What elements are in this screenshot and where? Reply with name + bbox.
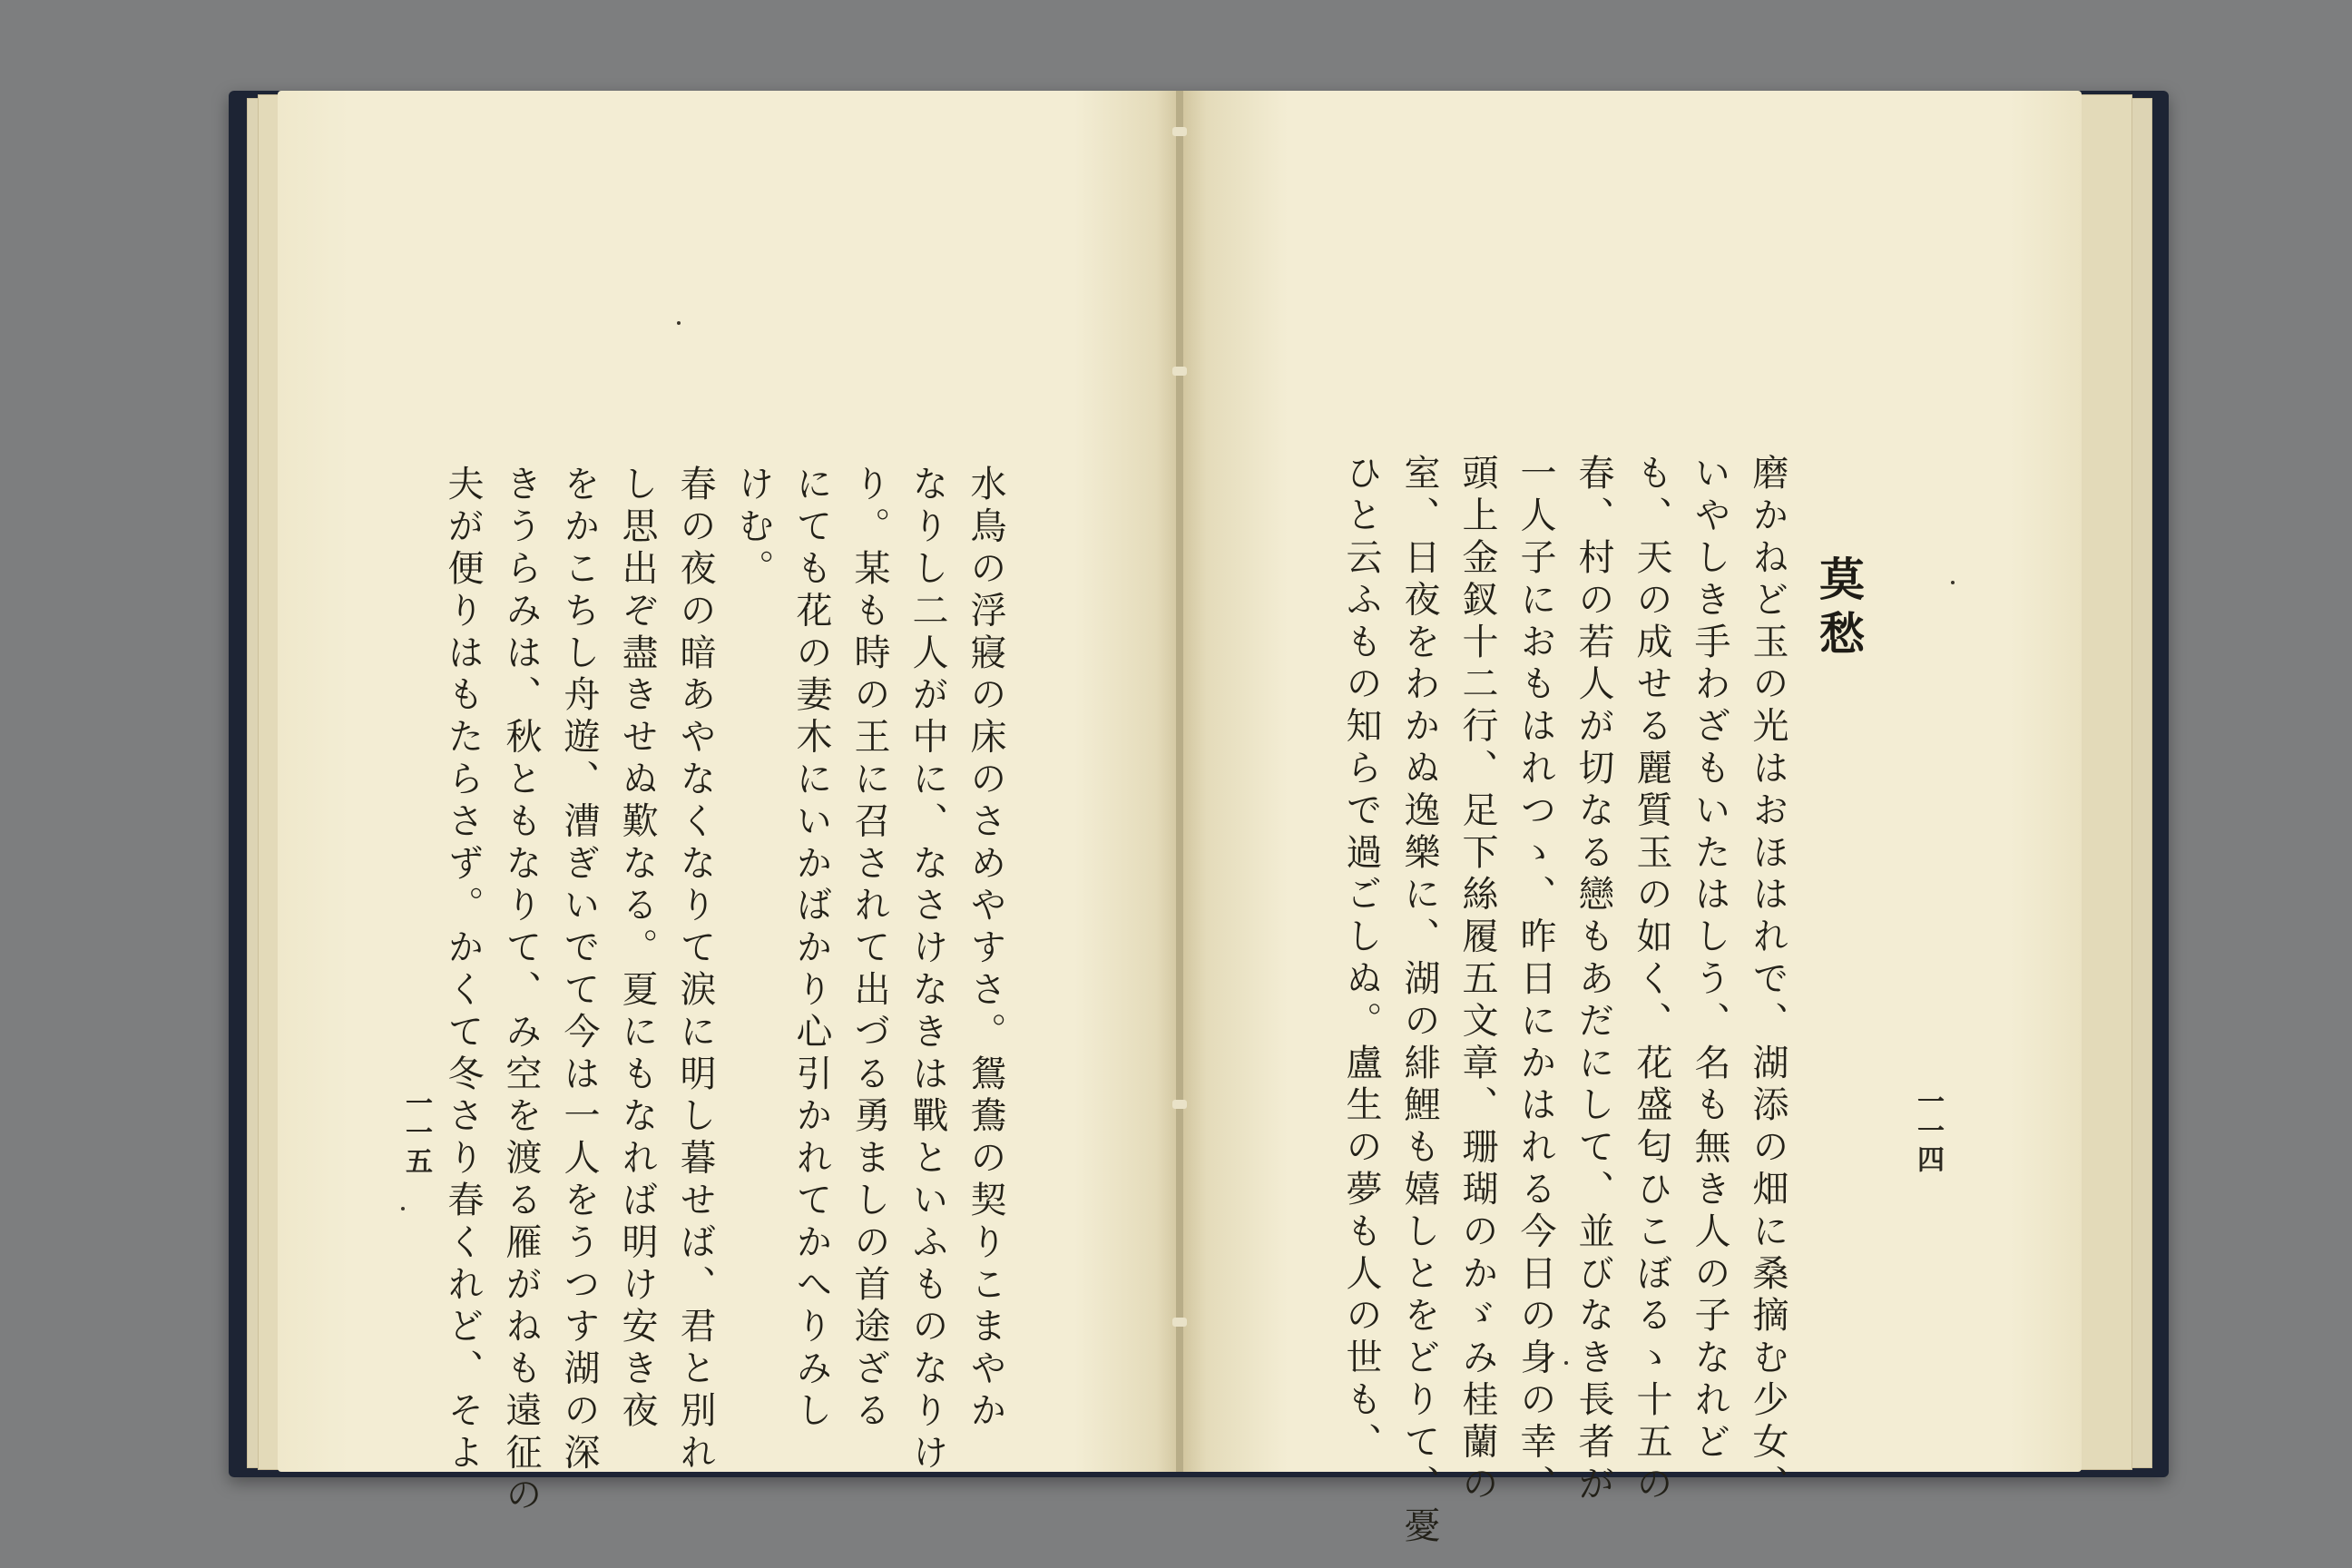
page-number-right: 一一四	[1912, 1087, 1944, 1174]
text-line: 磨かねど玉の光はおほはれで、湖添の畑に桑摘む少女、	[1747, 454, 1788, 1506]
paper-speck	[1564, 1361, 1568, 1365]
page-number-left: 一一五	[400, 1089, 432, 1176]
text-line: 室、日夜をわかぬ逸樂に、湖の緋鯉も嬉しとをどりて、憂	[1398, 454, 1440, 1549]
binding-stitch	[1172, 127, 1187, 136]
text-line: ひと云ふもの知らで過ごしぬ。盧生の夢も人の世も、	[1340, 454, 1382, 1465]
text-line: 春、村の若人が切なる戀もあだにして、並びなき長者が	[1573, 454, 1614, 1506]
text-line: も、天の成せる麗質玉の如く、花盛匂ひこぼるゝ十五の	[1631, 454, 1672, 1506]
poem-title: 莫愁	[1812, 555, 1866, 664]
text-line: をかこちし舟遊、漕ぎいでて今は一人をうつす湖の深	[558, 465, 600, 1475]
binding-stitch	[1172, 1100, 1187, 1109]
text-line: にても花の妻木にいかばかり心引かれてかへりみし	[790, 465, 832, 1434]
text-line: 水鳥の浮寢の床のさめやすさ。鴛鴦の契りこまやか	[965, 465, 1006, 1434]
page-edges-right-inner	[2076, 94, 2132, 1470]
binding-stitch	[1172, 1318, 1187, 1327]
text-line: 頭上金釵十二行、足下絲履五文章、珊瑚のかゞみ桂蘭の	[1456, 454, 1498, 1506]
paper-speck	[401, 1207, 405, 1210]
right-page-body	[1325, 454, 1797, 1549]
text-line: り。某も時の王に召されて出づる勇ましの首途ざる	[848, 465, 890, 1434]
binding-stitch	[1172, 367, 1187, 376]
text-line: なりし二人が中に、なさけなきは戰といふものなりけ	[906, 465, 948, 1475]
paper-speck	[1951, 581, 1955, 584]
text-line: 一人子におもはれつゝ、昨日にかはれる今日の身の幸、	[1514, 454, 1556, 1506]
paper-speck	[677, 321, 681, 325]
text-line: し思出ぞ盡きせぬ歎なる。夏にもなれば明け安き夜	[616, 465, 658, 1434]
text-line: 夫が便りはもたらさず。かくて冬さり春くれど、そよ	[442, 465, 484, 1475]
gutter	[1176, 91, 1183, 1472]
text-line: きうらみは、秋ともなりて、み空を渡る雁がねも遠征の	[500, 465, 542, 1517]
left-page-body	[434, 465, 1014, 1517]
text-line: 春の夜の暗あやなくなりて涙に明し暮せば、君と別れ	[674, 465, 716, 1475]
text-line: けむ。	[732, 465, 774, 592]
text-line: いやしき手わざもいたはしう、名も無き人の子なれど	[1689, 454, 1730, 1465]
